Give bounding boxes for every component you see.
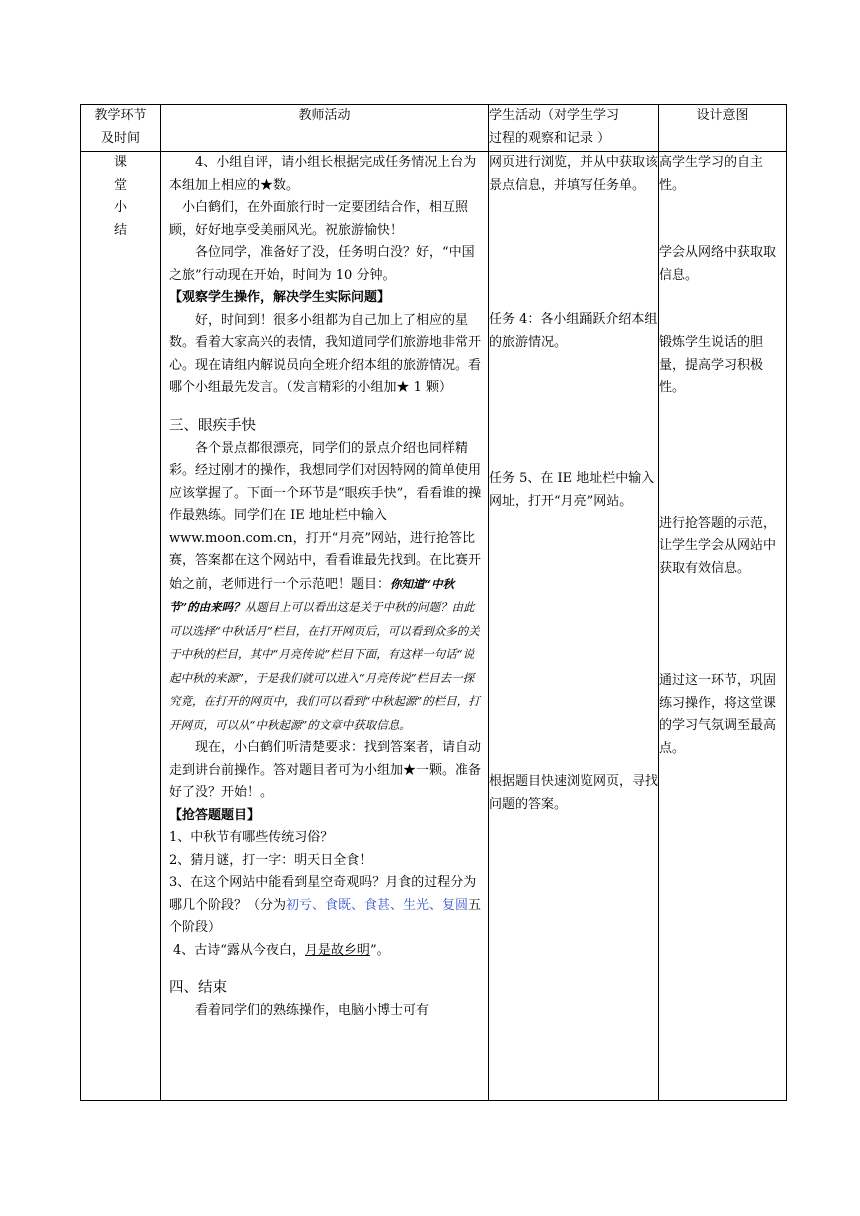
design-d5: 通过这一环节，巩固练习操作，将这堂课的学习气氛调至最高点。 (659, 673, 777, 756)
demo-explanation: 从题目上可以看出这是关于中秋的问题？由此可以选择“中秋话月”栏目，在打开网页后，可以看到众多的关于中秋的栏目，其中“月亮传说”栏目下面，有这样一句话“说起中秋的来源”，于是我们就可以进入“月亮传说”栏目去一探究竟，在打开的网页中，我们可以看到“中秋起源”的栏目，打开网页，可以从“中秋起源”的文章中获取信息。 (169, 600, 480, 732)
design-intent-cell (659, 152, 787, 1101)
quiz-q2: 2、猜月谜，打一字：明天日全食！ (169, 852, 373, 868)
teacher-p9: 看着同学们的熟练操作，电脑小博士可有 (195, 1003, 430, 1018)
teacher-p7: 现在，小白鹤们听清楚要求：找到答案者，请自动走到讲台前操作。答对题目者可为小组加★一颗。准备好了没？开始！。 (169, 740, 482, 800)
teacher-observe-heading: 【观察学生操作，解决学生实际问题】 (169, 290, 391, 305)
quiz-q1: 1、中秋节有哪些传统习俗？ (169, 830, 334, 845)
teacher-p2: 小白鹤们，在外面旅行时一定要团结合作，相互照顾，好好地享受美丽风光。祝旅游愉快！ (169, 200, 469, 238)
design-d3: 锻炼学生说话的胆量，提高学习积极性。 (659, 335, 764, 395)
teacher-p5: 好，时间到！很多小组都为自己加上了相应的星数。看着大家高兴的表情，我知道同学们旅游地非常开心。现在请组内解说员向全班介绍本组的旅游情况。看哪个小组最先发言。（发言精彩的小组加★ 1 颗） (169, 312, 482, 395)
student-task5: 任务 5、在 IE 地址栏中输入网址，打开“月亮”网站。 (489, 471, 655, 509)
student-s4: 根据题目快速浏览网页，寻找问题的答案。 (489, 774, 659, 812)
header-stage-time: 教学环节 及时间 (81, 105, 161, 152)
teacher-activity-cell (161, 152, 489, 1101)
student-task4: 任务 4：各小组踊跃介绍本组的旅游情况。 (489, 312, 658, 350)
header-design-intent: 设计意图 (659, 105, 787, 152)
lesson-plan-table (80, 104, 787, 1101)
quiz-heading: 【抢答题题目】 (169, 807, 261, 823)
quiz-q4: 4、古诗“露从今夜白，月是故乡明”。 (173, 942, 390, 958)
teacher-p6: 各个景点都很漂亮，同学们的景点介绍也同样精彩。经过刚才的操作，我想同学们对因特网的简单使用应该掌握了。下面一个环节是“眼疾手快”，看看谁的操作最熟练。同学们在 IE 地址栏中输入 www.moon.com.cn，打开“月亮”网站，进行抢答比赛，答案都在这个网站中，看看谁最先找到。在比赛开始之前，老师进行一个示范吧！题目：你知道“中秋节”的由来吗？从题目上可以看出这是关于中秋的问题？由此可以选择“中秋话月”栏目，在打开网页后，可以看到众多的关于中秋的栏目，其中“月亮传说”栏目下面，有这样一句话“说起中秋的来源”，于是我们就可以进入“月亮传说”栏目去一探究竟，在打开的网页中，我们可以看到“中秋起源”的栏目，打开网页，可以从“中秋起源”的文章中获取信息。 (169, 440, 482, 732)
design-d1: 高学生学习的自主性。 (659, 155, 764, 193)
student-activity-cell (489, 152, 659, 1101)
header-teacher-activity: 教师活动 (161, 105, 489, 152)
demo-question: 你知道“中秋节”的由来吗？ (169, 576, 455, 614)
body-row (81, 152, 787, 1101)
header-row (81, 105, 787, 152)
teacher-p3: 各位同学，准备好了没，任务明白没？好，“中国之旅”行动现在开始，时间为 10 分钟。 (169, 245, 475, 283)
header-student-activity: 学生活动（对学生学习 过程的观察和记录 ） (489, 105, 659, 152)
teacher-p1: 4、小组自评，请小组长根据完成任务情况上台为本组加上相应的★数。 (169, 155, 477, 193)
design-d2: 学会从网络中获取取信息。 (659, 245, 777, 283)
design-d4: 进行抢答题的示范，让学生学会从网站中获取有效信息。 (659, 515, 777, 576)
quiz-q3: 3、在这个网站中能看到星空奇观吗？月食的过程分为哪几个阶段？（分为初亏、食既、食甚、生光、复圆五个阶段） (169, 875, 482, 935)
student-s1: 网页进行浏览，并从中获取该景点信息，并填写任务单。 (489, 155, 659, 193)
stage-label: 课 堂 小 结 (81, 152, 161, 1101)
section-3-heading: 三、眼疾手快 (169, 417, 256, 434)
section-4-heading: 四、结束 (169, 980, 227, 996)
